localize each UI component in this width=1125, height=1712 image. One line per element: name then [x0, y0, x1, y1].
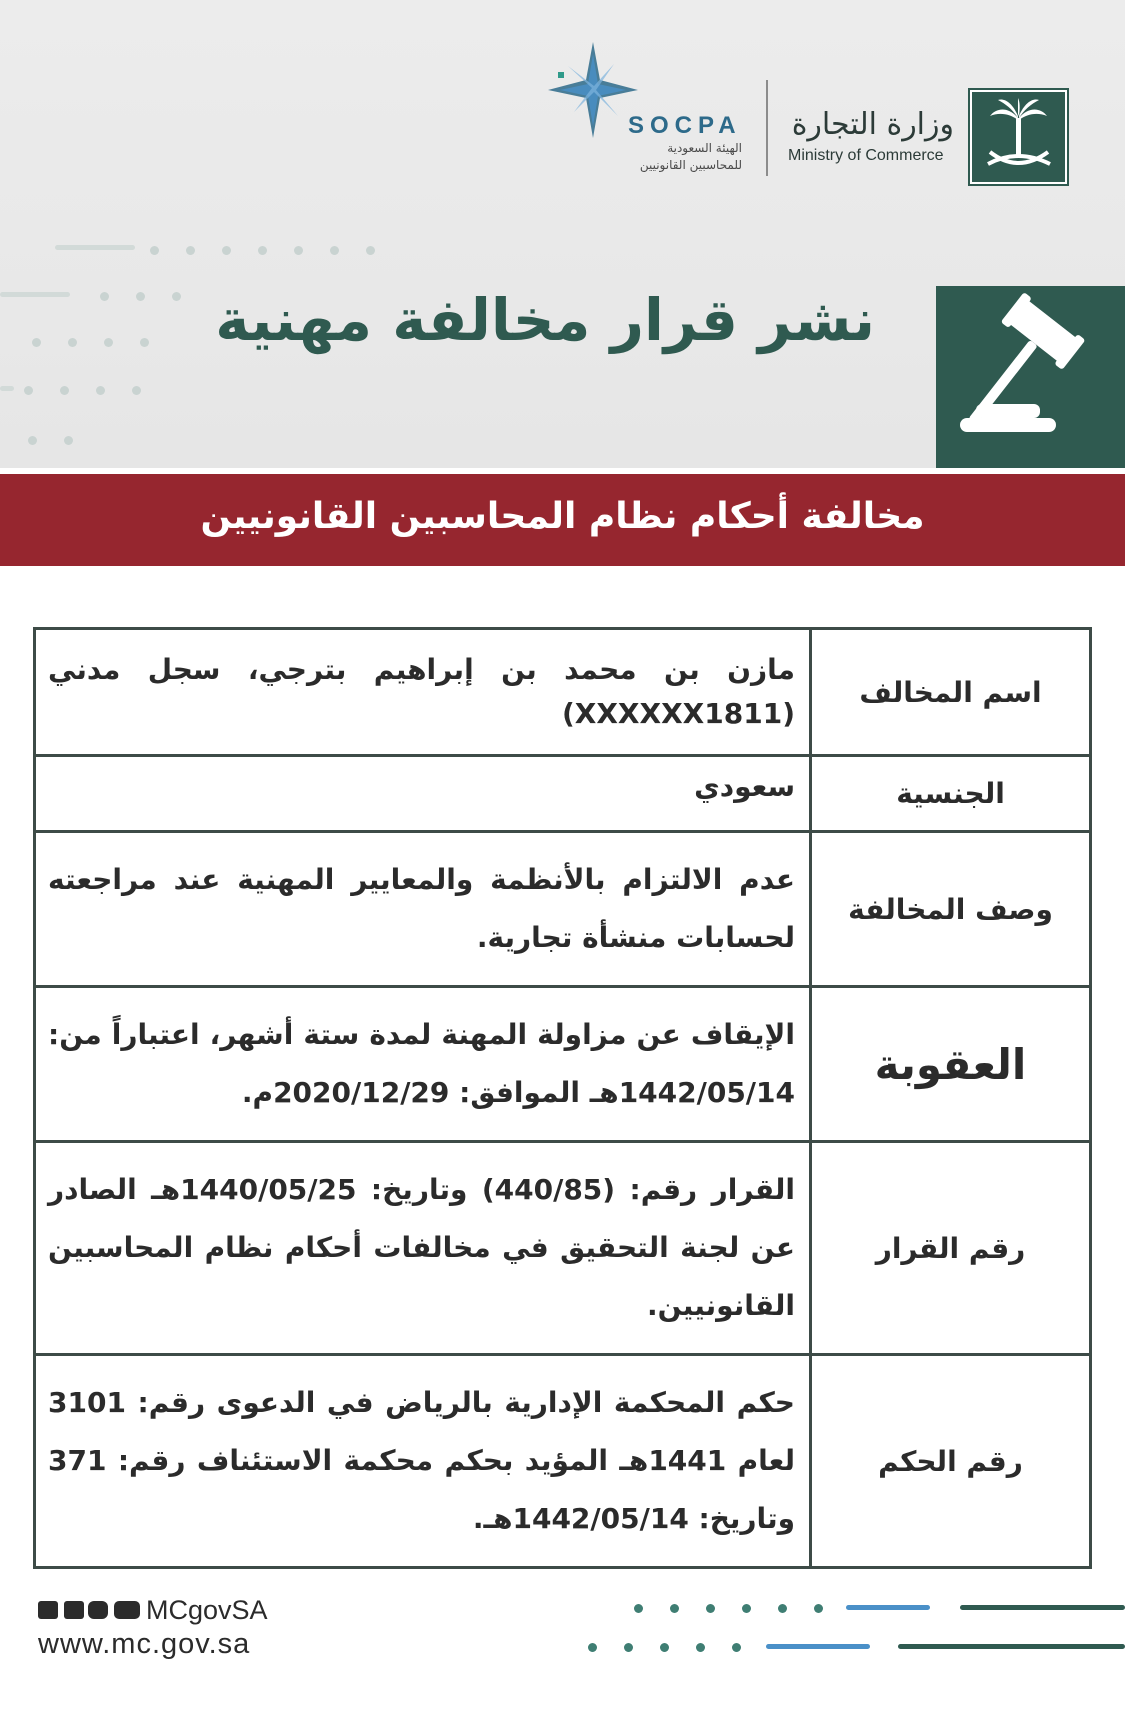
table-row [35, 756, 1091, 832]
instagram-icon[interactable] [88, 1601, 108, 1619]
gavel-panel [936, 286, 1125, 468]
row-label: الجنسية [811, 756, 1091, 832]
row-label: وصف المخالفة [811, 832, 1091, 987]
table-row [35, 832, 1091, 987]
row-value: سعودي [35, 756, 811, 832]
section-banner [0, 474, 1125, 566]
row-label: رقم الحكم [811, 1355, 1091, 1568]
gavel-icon [936, 286, 1125, 468]
row-label: اسم المخالف [811, 629, 1091, 756]
table-row [35, 629, 1091, 756]
table-row [35, 987, 1091, 1142]
socpa-name: SOCPA [628, 112, 742, 139]
row-value: القرار رقم: (440/85) وتاريخ: 1440/05/25هـ الصادر عن لجنة التحقيق في مخالفات أحكام نظام المحاسبين القانونيين. [35, 1142, 811, 1355]
moc-emblem [968, 88, 1069, 186]
palm-swords-icon [968, 88, 1069, 186]
violation-table [33, 627, 1092, 1569]
row-value: الإيقاف عن مزاولة المهنة لمدة ستة أشهر، اعتباراً من: 1442/05/14هـ الموافق: 2020/12/29م. [35, 987, 811, 1142]
row-label: رقم القرار [811, 1142, 1091, 1355]
ministry-name-english: Ministry of Commerce [788, 147, 944, 164]
table-row [35, 1142, 1091, 1355]
page-title: نشر قرار مخالفة مهنية [215, 286, 875, 354]
row-value: مازن بن محمد بن إبراهيم بترجي، سجل مدني (XXXXXX1811) [35, 629, 811, 756]
ministry-name-arabic: وزارة التجارة [791, 107, 954, 142]
socpa-arabic-line1: الهيئة السعودية [667, 141, 742, 155]
banner-title: مخالفة أحكام نظام المحاسبين القانونيين [200, 496, 925, 537]
socpa-logo-icon [548, 42, 638, 138]
row-label: العقوبة [811, 987, 1091, 1142]
twitter-icon[interactable] [38, 1601, 58, 1619]
youtube-icon[interactable] [114, 1601, 140, 1619]
website-link[interactable]: www.mc.gov.sa [38, 1628, 251, 1660]
facebook-icon[interactable] [64, 1601, 84, 1619]
logo-separator [766, 80, 768, 176]
socpa-arabic-line2: للمحاسبين القانونيين [639, 158, 742, 172]
row-value: حكم المحكمة الإدارية بالرياض في الدعوى رقم: 3101 لعام 1441هـ المؤيد بحكم محكمة الاستئناف رقم: 371 وتاريخ: 1442/05/14هـ. [35, 1355, 811, 1568]
social-handle[interactable]: MCgovSA [146, 1595, 268, 1625]
row-value: عدم الالتزام بالأنظمة والمعايير المهنية عند مراجعته لحسابات منشأة تجارية. [35, 832, 811, 987]
table-row [35, 1355, 1091, 1568]
